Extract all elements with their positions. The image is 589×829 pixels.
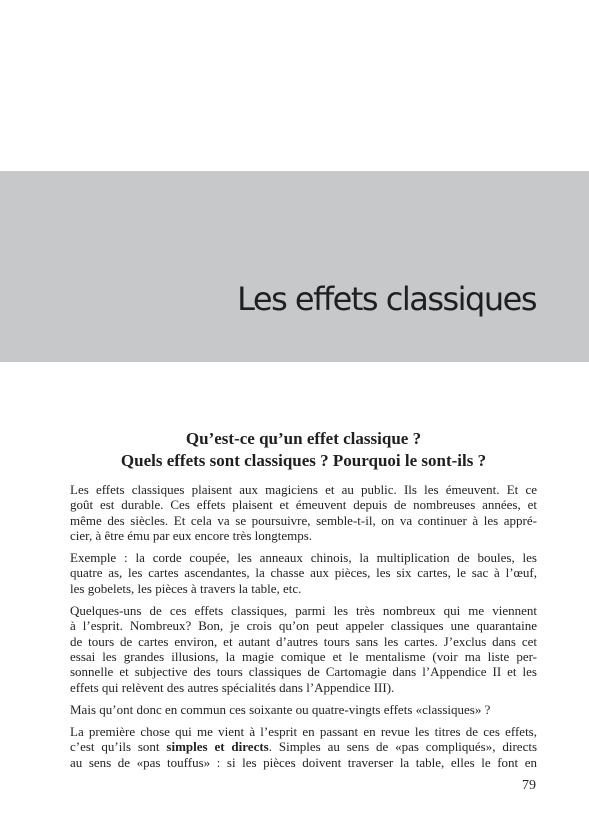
section-heading xyxy=(70,428,537,472)
paragraph xyxy=(70,482,537,543)
text-line: même des siècles. Et cela va se poursuivre, semble-t-il, on va continuer à les appré- xyxy=(70,512,537,528)
text-line: de tours de cartes environ, et autant d’autres tours sans les cartes. J’exclus dans cet xyxy=(70,633,537,649)
paragraph xyxy=(70,702,537,717)
text-line: goût est durable. Ces effets plaisent et émeuvent depuis de nombreuses années, et xyxy=(70,497,537,513)
text-line: Les effets classiques plaisent aux magiciens et au public. Ils les émeuvent. Et ce xyxy=(70,482,537,497)
text-line: Exemple : la corde coupée, les anneaux chinois, la multiplication de boules, les xyxy=(70,550,537,566)
text-line: sonnelle et subjective des tours classiques de Cartomagie dans l’Appendice II et les xyxy=(70,664,537,680)
paragraph xyxy=(70,724,537,770)
section-heading-line: Quels effets sont classiques ? Pourquoi le sont-ils ? xyxy=(120,451,487,470)
text-line: cier, à être ému par eux encore très longtemps. xyxy=(70,527,313,543)
text-line: La première chose qui me vient à l’esprit en passant en revue les titres de ces effets, xyxy=(70,724,537,740)
chapter-title-band xyxy=(0,171,589,362)
text-line: essai les grandes illusions, la magie comique et le mentalisme (voir ma liste per- xyxy=(70,648,537,664)
text-line: à l’esprit. Nombreux? Bon, je crois qu’on peut appeler classiques une quarantaine xyxy=(70,618,537,634)
text-line: les gobelets, les pièces à travers la table, etc. xyxy=(70,580,302,596)
text-line xyxy=(70,739,537,754)
text-line: Quelques-uns de ces effets classiques, parmi les très nombreux qui me viennent xyxy=(70,603,537,619)
text-line: effets qui relèvent des autres spécialités dans l’Appendice III). xyxy=(70,679,395,695)
text-line: au sens de «pas touffus» : si les pièces doivent traverser la table, elles le font en xyxy=(70,754,537,770)
text-run: c’est qu’ils sont xyxy=(70,739,167,755)
body-text xyxy=(70,482,537,777)
chapter-title: Les effets classiques xyxy=(237,280,536,318)
section-heading-line: Qu’est-ce qu’un effet classique ? xyxy=(185,429,422,448)
page-number: 79 xyxy=(522,778,536,793)
text-run: . Simples au sens de «pas compliqués», directs xyxy=(268,739,538,755)
emphasis-bold: simples et directs xyxy=(166,739,269,755)
paragraph xyxy=(70,603,537,695)
text-line: quatre as, les cartes ascendantes, la chasse aux pièces, les six cartes, le sac à l’œuf, xyxy=(70,565,537,581)
paragraph xyxy=(70,550,537,596)
text-line: Mais qu’ont donc en commun ces soixante ou quatre-vingts effets «classiques» ? xyxy=(70,701,491,717)
